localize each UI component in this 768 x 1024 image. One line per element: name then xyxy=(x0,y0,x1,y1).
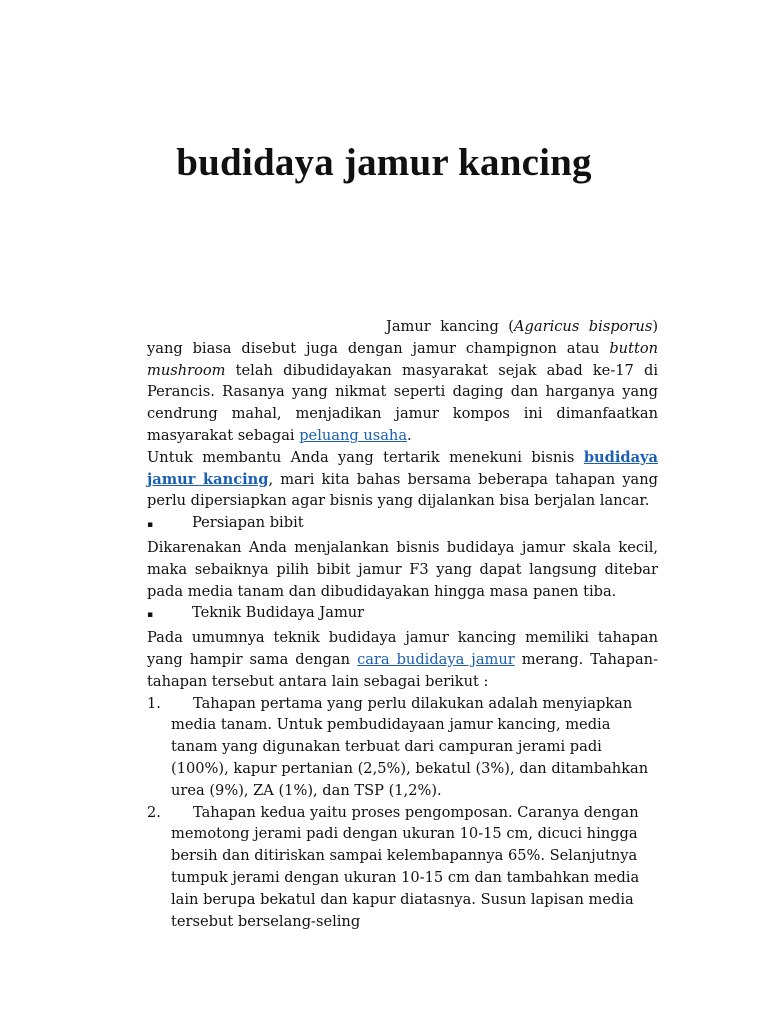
page-title: budidaya jamur kancing xyxy=(176,141,592,184)
teknik-budidaya-paragraph xyxy=(147,627,658,692)
intro-text-4: . xyxy=(407,426,412,444)
teknik-text-2: merang. Tahapan-tahapan tersebut antara lain sebagai berikut : xyxy=(147,650,659,690)
bullet-marker: ▪ xyxy=(147,520,154,531)
bullet-item-persiapan-bibit xyxy=(147,512,658,537)
budidaya-jamur-kancing-link[interactable]: budidaya jamur kancing xyxy=(147,448,658,488)
intro-text-2: ) yang biasa disebut juga dengan jamur champignon atau xyxy=(147,318,659,357)
bullet-item-teknik-budidaya xyxy=(147,602,658,627)
persiapan-bibit-paragraph: Dikarenakan Anda menjalankan bisnis budidaya jamur skala kecil, maka sebaiknya pilih bibit jamur F3 yang dapat langsung ditebar pada media tanam dan dibudidayakan hingga masa panen tiba. xyxy=(147,538,658,600)
step-text: Tahapan pertama yang perlu dilakukan adalah menyiapkan media tanam. Untuk pembudidayaan jamur kancing, media tanam yang digunakan terbuat dari campuran jerami padi (100%), kapur pertanian (2,5%), bekatul (3%), dan ditambahkan urea (9%), ZA (1%), dan TSP (1,2%). xyxy=(171,694,649,799)
teknik-text-1: Pada umumnya teknik budidaya jamur kancing memiliki tahapan yang hampir sama dengan xyxy=(147,629,658,668)
help-text-1: Untuk membantu Anda yang tertarik menekuni bisnis xyxy=(147,448,584,466)
intro-text-1: Jamur kancing ( xyxy=(386,318,515,335)
document-body xyxy=(147,316,658,932)
peluang-usaha-link[interactable]: peluang usaha xyxy=(299,426,408,444)
help-text-2: , mari kita bahas bersama beberapa tahapan yang perlu dipersiapkan agar bisnis yang dijalankan bisa berjalan lancar. xyxy=(147,470,659,510)
step-number: 1. xyxy=(147,694,161,712)
bullet-label: Persiapan bibit xyxy=(192,514,304,532)
bullet-label: Teknik Budidaya Jamur xyxy=(192,604,365,622)
bullet-marker: ▪ xyxy=(147,610,154,621)
numbered-step xyxy=(147,802,658,933)
step-text: Tahapan kedua yaitu proses pengomposan. Caranya dengan memotong jerami padi dengan ukuran 10-15 cm, dicuci hingga bersih dan ditiriskan sampai kelembapannya 65%. Selanjutnya tumpuk jerami dengan ukuran 10-15 cm dan tambahkan media lain berupa bekatul dan kapur diatasnya. Susun lapisan media tersebut berselang-seling xyxy=(171,803,640,930)
numbered-step xyxy=(147,693,658,802)
scientific-name: Agaricus bisporus xyxy=(514,318,653,335)
help-paragraph xyxy=(147,447,658,512)
intro-paragraph xyxy=(147,316,658,447)
step-number: 2. xyxy=(147,803,161,821)
cara-budidaya-jamur-link[interactable]: cara budidaya jamur xyxy=(357,650,515,668)
alternate-name: button mushroom xyxy=(147,339,658,379)
intro-text-3: telah dibudidayakan masyarakat sejak abad ke-17 di Perancis. Rasanya yang nikmat seperti daging dan harganya yang cendrung mahal, menjadikan jamur kompos ini dimanfaatkan masyarakat sebagai xyxy=(147,361,658,444)
